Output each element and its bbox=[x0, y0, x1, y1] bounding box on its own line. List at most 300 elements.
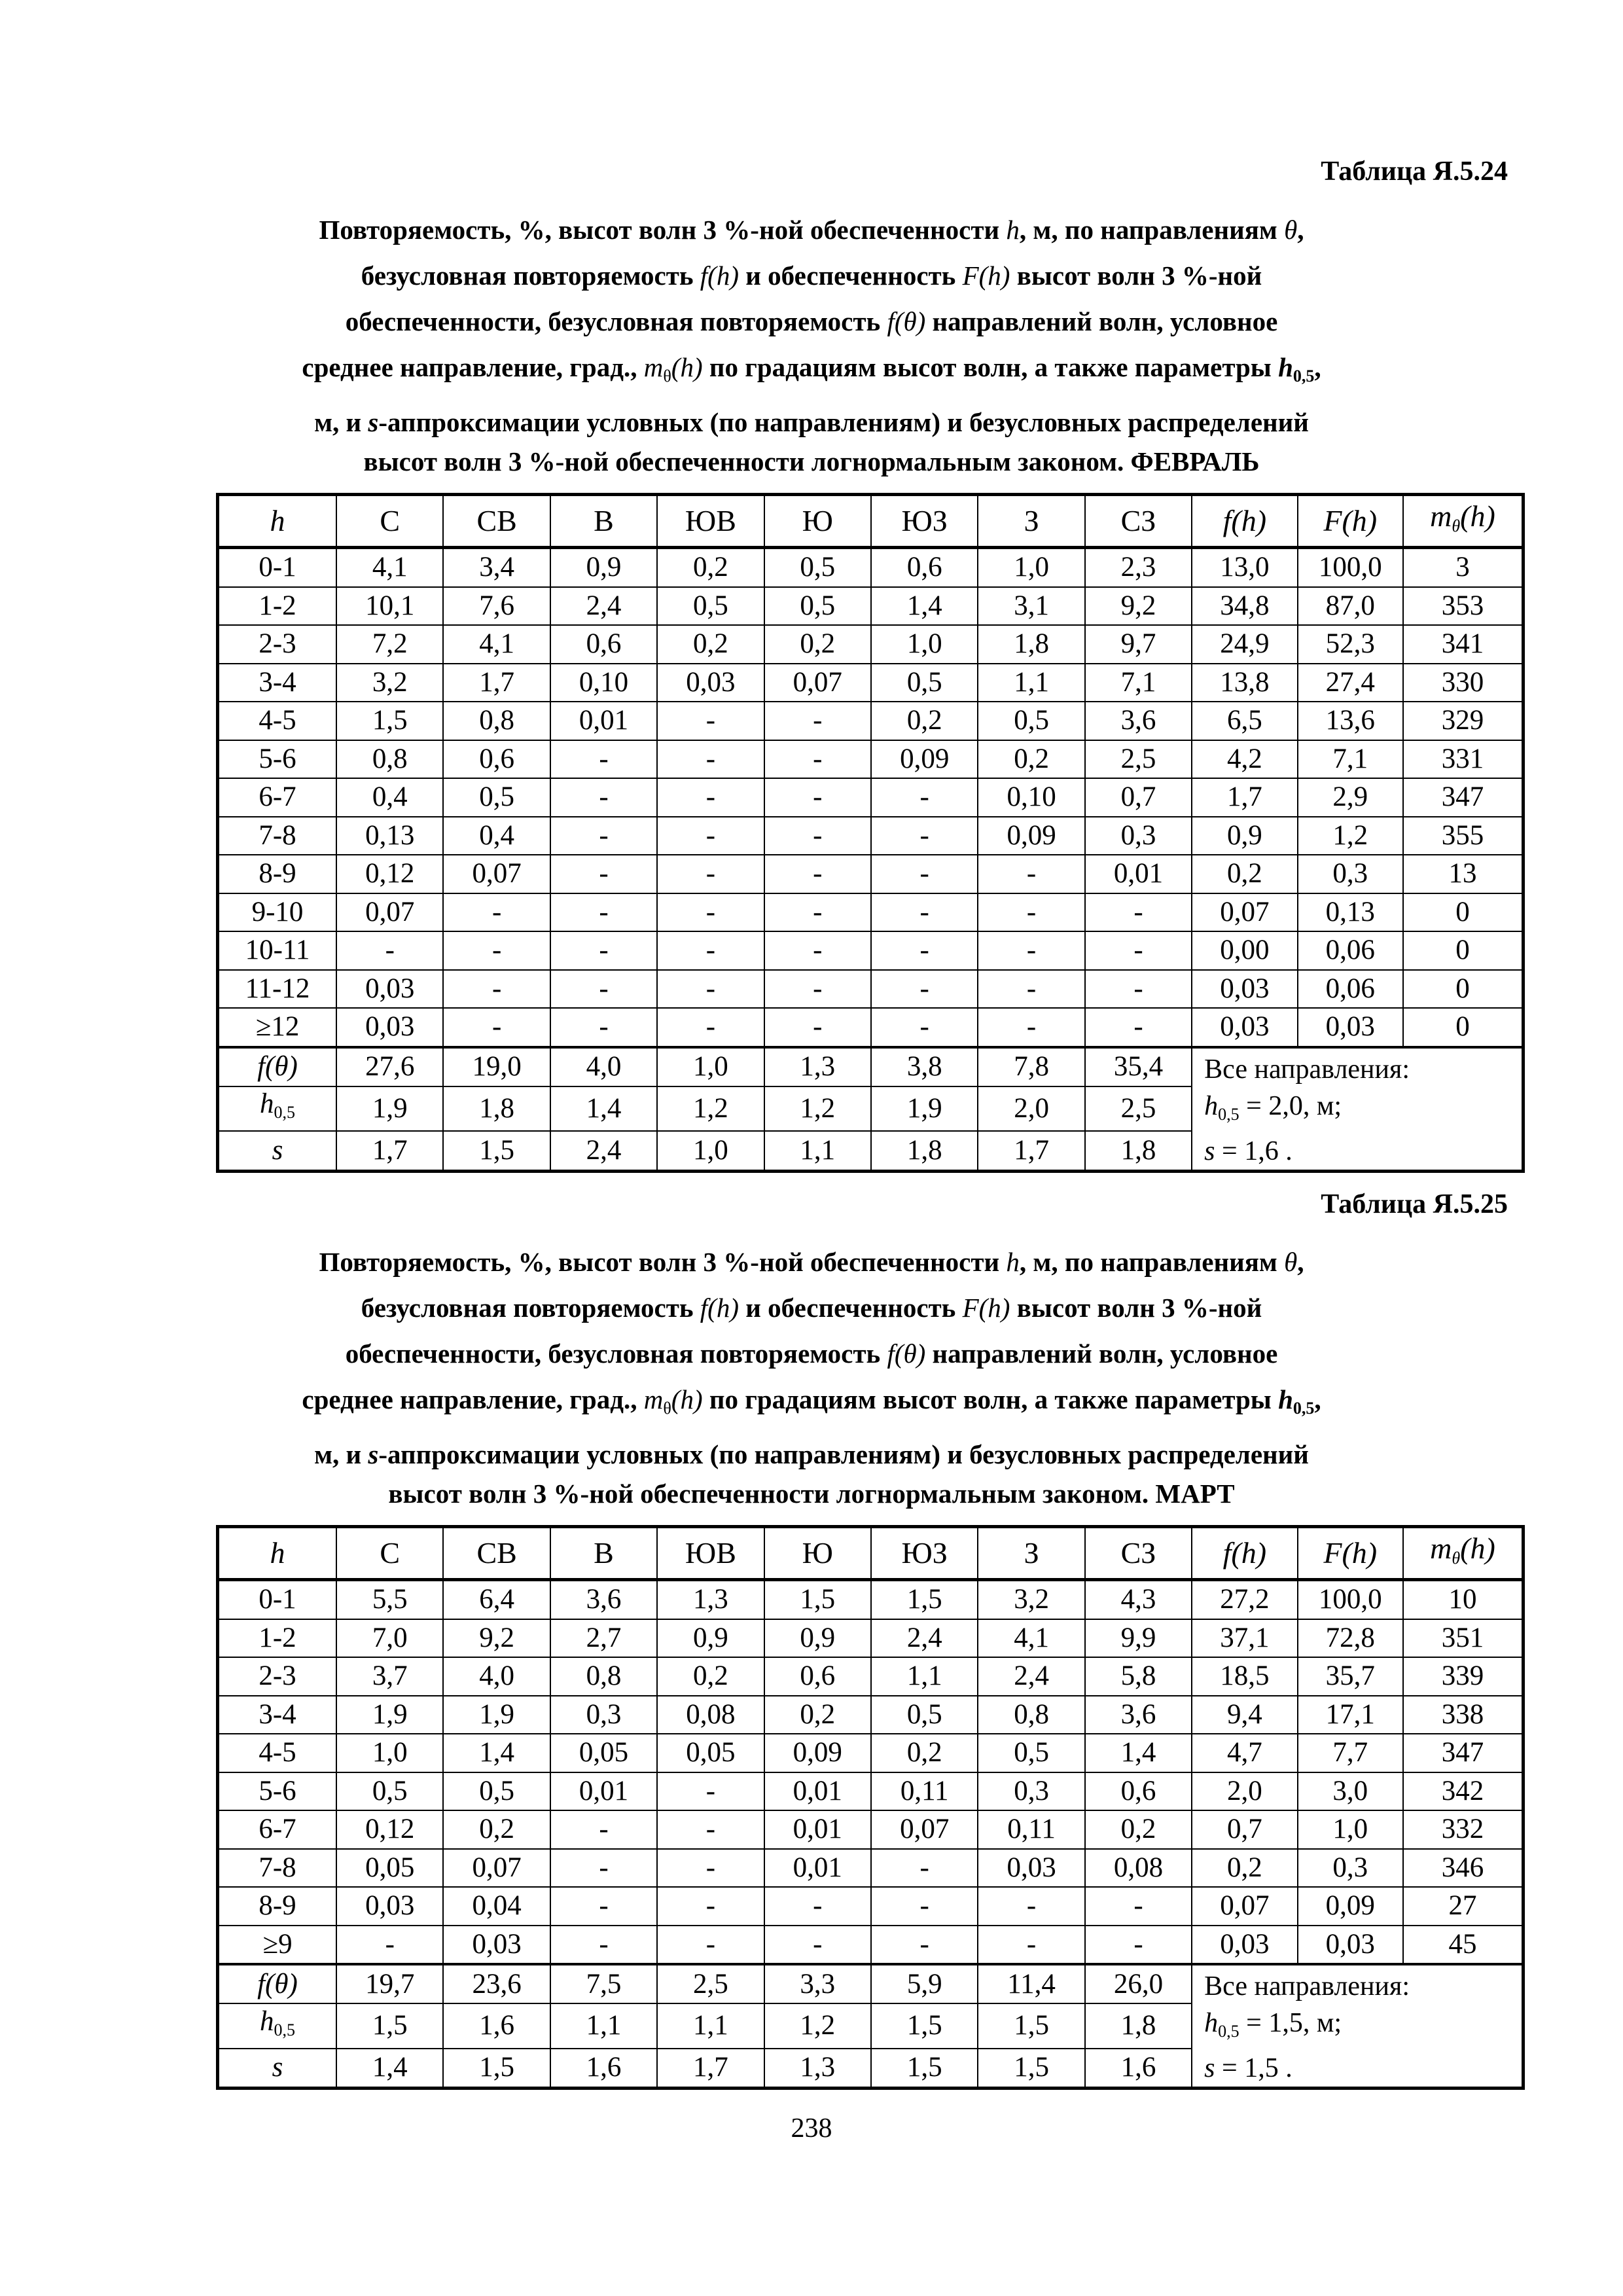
height-range-cell: 7-8 bbox=[218, 817, 337, 855]
table-cell: - bbox=[1085, 1926, 1192, 1965]
table-cell: - bbox=[871, 1008, 978, 1047]
table-cell: 3,2 bbox=[336, 664, 443, 702]
table-cell: 4,2 bbox=[1192, 740, 1297, 779]
table-label-2: Таблица Я.5.25 bbox=[1321, 1189, 1508, 1219]
header-Fh: F(h) bbox=[1298, 495, 1403, 548]
header-dir: СВ bbox=[443, 1527, 550, 1580]
ftheta-cell: 23,6 bbox=[443, 1964, 550, 2003]
ftheta-cell: 19,0 bbox=[443, 1047, 550, 1086]
table-cell: 9,7 bbox=[1085, 625, 1192, 664]
h05-cell: 2,0 bbox=[978, 1086, 1084, 1131]
header-dir: З bbox=[978, 1527, 1084, 1580]
table-cell: - bbox=[1085, 1887, 1192, 1926]
table-cell: - bbox=[871, 817, 978, 855]
table-cell: 7,2 bbox=[336, 625, 443, 664]
table-footer bbox=[218, 1047, 1524, 1172]
header-h: h bbox=[218, 495, 337, 548]
height-range-cell: 2-3 bbox=[218, 625, 337, 664]
table-caption-2: Повторяемость, %, высот волн 3 %-ной обеспеченности h, м, по направлениям θ, безусловная повторяемость f(h) и обеспеченность F(h) высот волн 3 %-ной обеспеченности, безусловная повторяемость f(θ) направлений волн, условное среднее направление, град., $m_\theta(h)$ по градациям высот волн, а также параметры $h_{0,5}$, м, и s-аппроксимации условных (по направлениям) и безусловных распределений высот волн 3 %-ной обеспеченности логнормальным законом. МАРТ bbox=[302, 1247, 1321, 1509]
table-row bbox=[218, 1887, 1524, 1926]
table-cell: 35,7 bbox=[1298, 1657, 1403, 1696]
table-row bbox=[218, 817, 1524, 855]
table-cell: 0,01 bbox=[550, 1772, 657, 1811]
table-cell: 1,5 bbox=[871, 1580, 978, 1619]
table-cell: - bbox=[871, 931, 978, 970]
table-cell: 0,03 bbox=[1298, 1008, 1403, 1047]
table-row bbox=[218, 625, 1524, 664]
table-cell: 9,2 bbox=[1085, 587, 1192, 626]
table-cell: 4,7 bbox=[1192, 1734, 1297, 1772]
h05-cell: 1,1 bbox=[657, 2003, 764, 2048]
table-cell: 0,06 bbox=[1298, 970, 1403, 1009]
table-cell: 13,8 bbox=[1192, 664, 1297, 702]
table-cell: 0,03 bbox=[1192, 970, 1297, 1009]
ftheta-cell: 26,0 bbox=[1085, 1964, 1192, 2003]
table-cell: 0,6 bbox=[871, 548, 978, 587]
note-s: s = 1,5 . bbox=[1204, 2053, 1293, 2083]
table-cell: 100,0 bbox=[1298, 548, 1403, 587]
table-cell: 0,6 bbox=[764, 1657, 871, 1696]
header-dir: В bbox=[550, 495, 657, 548]
s-label: s bbox=[218, 2049, 337, 2089]
s-cell: 1,3 bbox=[764, 2049, 871, 2089]
header-dir: СВ bbox=[443, 495, 550, 548]
table-cell: 0,8 bbox=[336, 740, 443, 779]
table-cell: 351 bbox=[1403, 1619, 1524, 1658]
table-cell: 1,7 bbox=[443, 664, 550, 702]
note-title: Все направления: bbox=[1204, 1054, 1410, 1085]
table-cell: - bbox=[764, 740, 871, 779]
table-cell: 0,6 bbox=[1085, 1772, 1192, 1811]
table-row bbox=[218, 1657, 1524, 1696]
ftheta-row bbox=[218, 1964, 1524, 2003]
table-cell: 0,13 bbox=[336, 817, 443, 855]
table-row bbox=[218, 970, 1524, 1009]
s-cell: 1,8 bbox=[871, 1131, 978, 1171]
table-cell: - bbox=[1085, 1008, 1192, 1047]
table-cell: 0,03 bbox=[657, 664, 764, 702]
table-cell: 0,12 bbox=[336, 1810, 443, 1849]
table-cell: - bbox=[978, 855, 1084, 893]
table-cell: 0,10 bbox=[978, 778, 1084, 817]
table-cell: 0,5 bbox=[764, 548, 871, 587]
table-cell: 0,2 bbox=[978, 740, 1084, 779]
table-cell: - bbox=[550, 893, 657, 932]
table-row bbox=[218, 931, 1524, 970]
table-cell: 0,2 bbox=[1192, 855, 1297, 893]
ftheta-cell: 7,5 bbox=[550, 1964, 657, 2003]
s-cell: 1,5 bbox=[443, 1131, 550, 1171]
table-cell: - bbox=[657, 1772, 764, 1811]
table-cell: 0,03 bbox=[978, 1849, 1084, 1888]
table-cell: - bbox=[657, 817, 764, 855]
height-range-cell: 8-9 bbox=[218, 1887, 337, 1926]
wave-table-march bbox=[216, 1525, 1525, 2090]
table-cell: - bbox=[657, 778, 764, 817]
table-row bbox=[218, 1926, 1524, 1965]
table-cell: - bbox=[764, 970, 871, 1009]
height-range-cell: ≥12 bbox=[218, 1008, 337, 1047]
table-row bbox=[218, 548, 1524, 587]
table-cell: 1,9 bbox=[443, 1696, 550, 1734]
ftheta-cell: 1,0 bbox=[657, 1047, 764, 1086]
table-cell: 0,4 bbox=[443, 817, 550, 855]
table-cell: - bbox=[550, 778, 657, 817]
ftheta-row bbox=[218, 1047, 1524, 1086]
table-cell: 0,3 bbox=[1298, 855, 1403, 893]
table-cell: 27,4 bbox=[1298, 664, 1403, 702]
ftheta-cell: 3,3 bbox=[764, 1964, 871, 2003]
table-cell: - bbox=[443, 970, 550, 1009]
table-cell: - bbox=[764, 1008, 871, 1047]
table-cell: 2,4 bbox=[550, 587, 657, 626]
table-cell: 0,03 bbox=[336, 970, 443, 1009]
table-cell: 13,0 bbox=[1192, 548, 1297, 587]
table-cell: - bbox=[978, 1008, 1084, 1047]
table-cell: 0,07 bbox=[1192, 893, 1297, 932]
table-cell: 1,8 bbox=[978, 625, 1084, 664]
height-range-cell: 3-4 bbox=[218, 1696, 337, 1734]
table-cell: - bbox=[443, 1008, 550, 1047]
table-cell: 0,2 bbox=[871, 702, 978, 740]
table-cell: 0,8 bbox=[978, 1696, 1084, 1734]
table-cell: 0,9 bbox=[657, 1619, 764, 1658]
table-cell: - bbox=[978, 893, 1084, 932]
table-cell: - bbox=[764, 855, 871, 893]
table-cell: 9,2 bbox=[443, 1619, 550, 1658]
header-dir: Ю bbox=[764, 495, 871, 548]
header-row bbox=[218, 1527, 1524, 1580]
table-cell: 0,2 bbox=[871, 1734, 978, 1772]
table-cell: 0,03 bbox=[336, 1008, 443, 1047]
h05-cell: 1,9 bbox=[871, 1086, 978, 1131]
table-cell: 3,6 bbox=[1085, 1696, 1192, 1734]
h05-cell: 1,2 bbox=[764, 1086, 871, 1131]
table-cell: 3,2 bbox=[978, 1580, 1084, 1619]
table-cell: 7,6 bbox=[443, 587, 550, 626]
table-cell: - bbox=[550, 1810, 657, 1849]
note-title: Все направления: bbox=[1204, 1971, 1410, 2001]
table-cell: 5,5 bbox=[336, 1580, 443, 1619]
table-cell: 17,1 bbox=[1298, 1696, 1403, 1734]
table-cell: 1,0 bbox=[978, 548, 1084, 587]
header-fh: f(h) bbox=[1192, 1527, 1297, 1580]
h05-cell: 1,8 bbox=[1085, 2003, 1192, 2048]
s-cell: 1,4 bbox=[336, 2049, 443, 2089]
height-range-cell: 10-11 bbox=[218, 931, 337, 970]
table-cell: 1,0 bbox=[1298, 1810, 1403, 1849]
h05-label: $h_{0,5}$ bbox=[218, 1086, 337, 1131]
height-range-cell: 9-10 bbox=[218, 893, 337, 932]
ftheta-cell: 5,9 bbox=[871, 1964, 978, 2003]
table-cell: 332 bbox=[1403, 1810, 1524, 1849]
header-mh: $m_\theta(h)$ bbox=[1403, 1527, 1524, 1580]
table-cell: - bbox=[657, 1887, 764, 1926]
table-cell: 10 bbox=[1403, 1580, 1524, 1619]
table-cell: 34,8 bbox=[1192, 587, 1297, 626]
table-cell: 0,2 bbox=[1085, 1810, 1192, 1849]
table-cell: 0,05 bbox=[657, 1734, 764, 1772]
table-cell: 0,11 bbox=[871, 1772, 978, 1811]
table-cell: 9,4 bbox=[1192, 1696, 1297, 1734]
table-cell: 1,7 bbox=[1192, 778, 1297, 817]
page-number: 238 bbox=[791, 2113, 832, 2144]
s-label: s bbox=[218, 1131, 337, 1171]
table-cell: 0,9 bbox=[550, 548, 657, 587]
table-cell: 0,08 bbox=[657, 1696, 764, 1734]
height-range-cell: 8-9 bbox=[218, 855, 337, 893]
table-cell: 0,03 bbox=[1192, 1926, 1297, 1965]
h05-cell: 1,9 bbox=[336, 1086, 443, 1131]
table-cell: 0,05 bbox=[550, 1734, 657, 1772]
table-cell: 3,1 bbox=[978, 587, 1084, 626]
table-body bbox=[218, 1580, 1524, 1965]
header-dir: З bbox=[978, 495, 1084, 548]
table-cell: 0,01 bbox=[764, 1849, 871, 1888]
table-cell: 37,1 bbox=[1192, 1619, 1297, 1658]
table-cell: - bbox=[978, 1926, 1084, 1965]
s-cell: 1,7 bbox=[336, 1131, 443, 1171]
table-cell: 0,12 bbox=[336, 855, 443, 893]
table-cell: - bbox=[764, 893, 871, 932]
table-row bbox=[218, 664, 1524, 702]
table-cell: 18,5 bbox=[1192, 1657, 1297, 1696]
table-cell: 7,0 bbox=[336, 1619, 443, 1658]
table-cell: - bbox=[871, 778, 978, 817]
table-row bbox=[218, 702, 1524, 740]
table-row bbox=[218, 1772, 1524, 1811]
table-cell: 100,0 bbox=[1298, 1580, 1403, 1619]
header-dir: С bbox=[336, 495, 443, 548]
header-fh: f(h) bbox=[1192, 495, 1297, 548]
table-cell: 0 bbox=[1403, 970, 1524, 1009]
table-cell: 0,8 bbox=[550, 1657, 657, 1696]
table-cell: 0,03 bbox=[1298, 1926, 1403, 1965]
table-cell: 0,2 bbox=[657, 625, 764, 664]
height-range-cell: ≥9 bbox=[218, 1926, 337, 1965]
table-cell: 1,2 bbox=[1298, 817, 1403, 855]
table-body bbox=[218, 548, 1524, 1047]
table-cell: 6,5 bbox=[1192, 702, 1297, 740]
h05-cell: 1,2 bbox=[764, 2003, 871, 2048]
table-cell: 0,04 bbox=[443, 1887, 550, 1926]
table-cell: 0,3 bbox=[550, 1696, 657, 1734]
table-cell: 347 bbox=[1403, 778, 1524, 817]
h05-cell: 1,4 bbox=[550, 1086, 657, 1131]
table-cell: 1,5 bbox=[336, 702, 443, 740]
table-cell: - bbox=[871, 1849, 978, 1888]
header-dir: СЗ bbox=[1085, 495, 1192, 548]
table-cell: 346 bbox=[1403, 1849, 1524, 1888]
table-cell: 0,06 bbox=[1298, 931, 1403, 970]
header-dir: ЮЗ bbox=[871, 495, 978, 548]
table-cell: 0,09 bbox=[764, 1734, 871, 1772]
ftheta-cell: 1,3 bbox=[764, 1047, 871, 1086]
table-cell: 0,05 bbox=[336, 1849, 443, 1888]
table-cell: - bbox=[550, 931, 657, 970]
height-range-cell: 2-3 bbox=[218, 1657, 337, 1696]
table-cell: 1,0 bbox=[336, 1734, 443, 1772]
table-cell: 2,4 bbox=[871, 1619, 978, 1658]
table-cell: 3,7 bbox=[336, 1657, 443, 1696]
table-cell: - bbox=[657, 1810, 764, 1849]
table-cell: 13,6 bbox=[1298, 702, 1403, 740]
s-cell: 1,6 bbox=[550, 2049, 657, 2089]
table-row bbox=[218, 1810, 1524, 1849]
table-cell: 6,4 bbox=[443, 1580, 550, 1619]
table-cell: - bbox=[764, 817, 871, 855]
table-cell: 1,0 bbox=[871, 625, 978, 664]
table-cell: 0 bbox=[1403, 893, 1524, 932]
height-range-cell: 1-2 bbox=[218, 587, 337, 626]
table-cell: 0,8 bbox=[443, 702, 550, 740]
table-cell: - bbox=[550, 1008, 657, 1047]
table-cell: - bbox=[550, 1887, 657, 1926]
table-cell: 0,5 bbox=[443, 1772, 550, 1811]
table-cell: 7,1 bbox=[1085, 664, 1192, 702]
table-cell: 0,7 bbox=[1085, 778, 1192, 817]
s-cell: 1,5 bbox=[443, 2049, 550, 2089]
table-cell: - bbox=[871, 855, 978, 893]
s-cell: 1,7 bbox=[978, 1131, 1084, 1171]
table-row bbox=[218, 1580, 1524, 1619]
table-cell: 4,1 bbox=[978, 1619, 1084, 1658]
header-row bbox=[218, 495, 1524, 548]
table-cell: - bbox=[657, 855, 764, 893]
table-cell: 3,6 bbox=[550, 1580, 657, 1619]
table-cell: 1,4 bbox=[443, 1734, 550, 1772]
h05-cell: 1,2 bbox=[657, 1086, 764, 1131]
table-cell: - bbox=[871, 893, 978, 932]
table-cell: 10,1 bbox=[336, 587, 443, 626]
table-cell: 0,2 bbox=[1192, 1849, 1297, 1888]
table-cell: 45 bbox=[1403, 1926, 1524, 1965]
table-cell: - bbox=[657, 702, 764, 740]
h05-cell: 1,1 bbox=[550, 2003, 657, 2048]
table-cell: 0,6 bbox=[550, 625, 657, 664]
table-cell: - bbox=[443, 893, 550, 932]
header-dir: ЮВ bbox=[657, 1527, 764, 1580]
table-cell: 0,9 bbox=[764, 1619, 871, 1658]
table-cell: 0,5 bbox=[871, 1696, 978, 1734]
h05-cell: 1,8 bbox=[443, 1086, 550, 1131]
table-row bbox=[218, 1008, 1524, 1047]
ftheta-label: f(θ) bbox=[218, 1964, 337, 2003]
table-cell: 0,09 bbox=[871, 740, 978, 779]
table-cell: 330 bbox=[1403, 664, 1524, 702]
height-range-cell: 0-1 bbox=[218, 1580, 337, 1619]
table-cell: 0,5 bbox=[336, 1772, 443, 1811]
table-cell: 0,2 bbox=[764, 625, 871, 664]
table-cell: 24,9 bbox=[1192, 625, 1297, 664]
table-cell: - bbox=[550, 1849, 657, 1888]
h05-cell: 1,5 bbox=[871, 2003, 978, 2048]
header-dir: В bbox=[550, 1527, 657, 1580]
table-row bbox=[218, 778, 1524, 817]
table-cell: - bbox=[1085, 970, 1192, 1009]
table-cell: 0,01 bbox=[764, 1810, 871, 1849]
s-cell: 1,5 bbox=[871, 2049, 978, 2089]
header-Fh: F(h) bbox=[1298, 1527, 1403, 1580]
table-cell: - bbox=[764, 1887, 871, 1926]
table-cell: 2,3 bbox=[1085, 548, 1192, 587]
table-cell: 341 bbox=[1403, 625, 1524, 664]
table-row bbox=[218, 1734, 1524, 1772]
table-label-1: Таблица Я.5.24 bbox=[1321, 156, 1508, 187]
h05-cell: 1,6 bbox=[443, 2003, 550, 2048]
table-cell: 0,13 bbox=[1298, 893, 1403, 932]
table-row bbox=[218, 587, 1524, 626]
h05-label: $h_{0,5}$ bbox=[218, 2003, 337, 2048]
table-cell: 52,3 bbox=[1298, 625, 1403, 664]
ftheta-cell: 3,8 bbox=[871, 1047, 978, 1086]
table-cell: 0,10 bbox=[550, 664, 657, 702]
table-cell: 1,1 bbox=[871, 1657, 978, 1696]
table-cell: 355 bbox=[1403, 817, 1524, 855]
table-cell: 0,5 bbox=[978, 702, 1084, 740]
table-cell: 0,3 bbox=[978, 1772, 1084, 1811]
all-directions-note bbox=[1192, 1047, 1523, 1172]
table-cell: - bbox=[550, 817, 657, 855]
table-caption-1: Повторяемость, %, высот волн 3 %-ной обеспеченности h, м, по направлениям θ, безусловная повторяемость f(h) и обеспеченность F(h) высот волн 3 %-ной обеспеченности, безусловная повторяемость f(θ) направлений волн, условное среднее направление, град., $m_\theta(h)$ по градациям высот волн, а также параметры $h_{0,5}$, м, и s-аппроксимации условных (по направлениям) и безусловных распределений высот волн 3 %-ной обеспеченности логнормальным законом. ФЕВРАЛЬ bbox=[302, 215, 1321, 476]
table-cell: - bbox=[764, 702, 871, 740]
table-cell: - bbox=[978, 931, 1084, 970]
s-cell: 1,6 bbox=[1085, 2049, 1192, 2089]
ftheta-cell: 27,6 bbox=[336, 1047, 443, 1086]
note-s: s = 1,6 . bbox=[1204, 1136, 1293, 1166]
table-cell: 27 bbox=[1403, 1887, 1524, 1926]
table-cell: - bbox=[871, 1887, 978, 1926]
header-dir: Ю bbox=[764, 1527, 871, 1580]
ftheta-cell: 11,4 bbox=[978, 1964, 1084, 2003]
table-cell: - bbox=[657, 931, 764, 970]
table-cell: 0,5 bbox=[443, 778, 550, 817]
ftheta-label: f(θ) bbox=[218, 1047, 337, 1086]
table-cell: - bbox=[978, 970, 1084, 1009]
table-cell: - bbox=[657, 740, 764, 779]
s-cell: 1,7 bbox=[657, 2049, 764, 2089]
table-cell: 331 bbox=[1403, 740, 1524, 779]
note-h05: $h_{0,5} = 2,0$, м; bbox=[1204, 1090, 1342, 1124]
height-range-cell: 4-5 bbox=[218, 1734, 337, 1772]
table-cell: - bbox=[764, 1926, 871, 1965]
table-cell: 342 bbox=[1403, 1772, 1524, 1811]
height-range-cell: 3-4 bbox=[218, 664, 337, 702]
table-cell: 347 bbox=[1403, 1734, 1524, 1772]
table-cell: - bbox=[657, 893, 764, 932]
table-cell: - bbox=[657, 1008, 764, 1047]
table-cell: 2,0 bbox=[1192, 1772, 1297, 1811]
table-cell: 72,8 bbox=[1298, 1619, 1403, 1658]
table-cell: - bbox=[657, 1849, 764, 1888]
table-cell: 353 bbox=[1403, 587, 1524, 626]
table-cell: 13 bbox=[1403, 855, 1524, 893]
height-range-cell: 1-2 bbox=[218, 1619, 337, 1658]
table-row bbox=[218, 1849, 1524, 1888]
table-cell: 0,4 bbox=[336, 778, 443, 817]
table-cell: 0 bbox=[1403, 931, 1524, 970]
table-cell: 1,4 bbox=[1085, 1734, 1192, 1772]
table-cell: 1,1 bbox=[978, 664, 1084, 702]
table-cell: - bbox=[550, 740, 657, 779]
ftheta-cell: 7,8 bbox=[978, 1047, 1084, 1086]
table-cell: 0,01 bbox=[764, 1772, 871, 1811]
table-cell: 4,1 bbox=[336, 548, 443, 587]
ftheta-cell: 19,7 bbox=[336, 1964, 443, 2003]
table-cell: 3,4 bbox=[443, 548, 550, 587]
height-range-cell: 6-7 bbox=[218, 1810, 337, 1849]
table-cell: - bbox=[871, 970, 978, 1009]
